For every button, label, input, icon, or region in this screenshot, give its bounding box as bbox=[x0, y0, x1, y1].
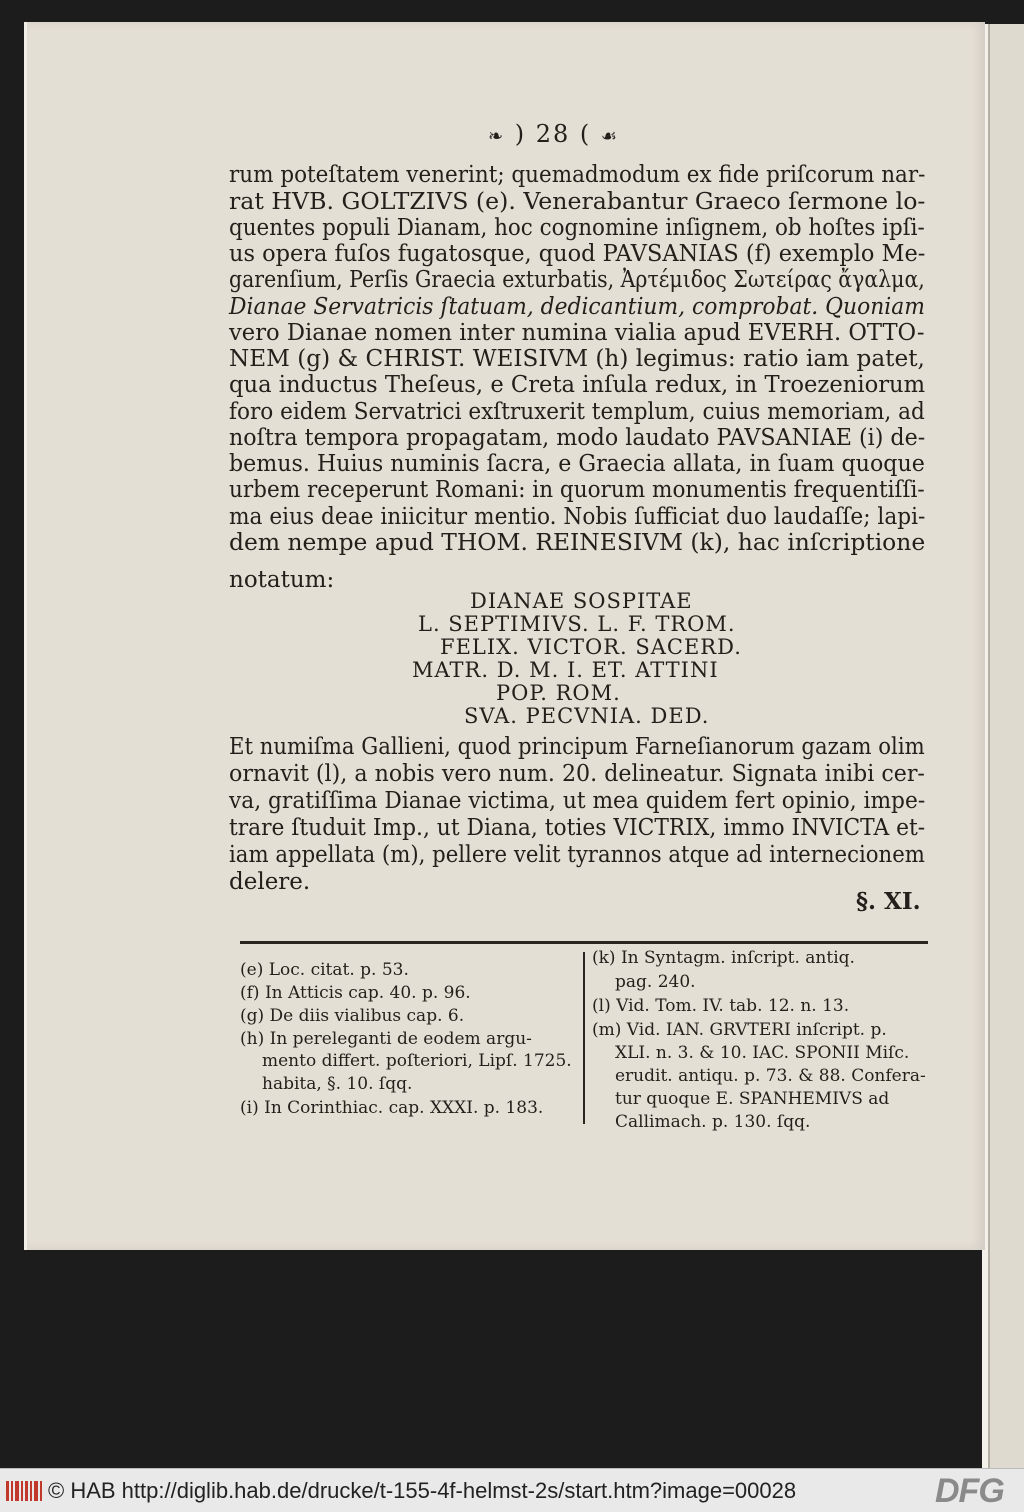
body-line: Et numiſma Gallieni, quod principum Farneſianorum gazam olim bbox=[229, 734, 925, 760]
inscription-line: POP. ROM. bbox=[496, 681, 621, 705]
inscription-line: L. SEPTIMIVS. L. F. TROM. bbox=[418, 612, 736, 636]
footnote-line: (f) In Atticis cap. 40. p. 96. bbox=[240, 983, 471, 1003]
body-line: dem nempe apud THOM. REINESIVM (k), hac inſcriptione bbox=[229, 530, 926, 556]
body-line: iam appellata (m), pellere velit tyrannos atque ad internecionem bbox=[229, 842, 925, 868]
footnote-line: (m) Vid. IAN. GRVTERI inſcript. p. bbox=[592, 1020, 887, 1040]
footnote-line: (l) Vid. Tom. IV. tab. 12. n. 13. bbox=[592, 996, 850, 1016]
footnote-line: (g) De diis vialibus cap. 6. bbox=[240, 1006, 465, 1026]
body-line: NEM (g) & CHRIST. WEISIVM (h) legimus: ratio iam patet, bbox=[229, 346, 925, 372]
body-line: urbem receperunt Romani: in quorum monumentis frequentiſſi- bbox=[229, 477, 925, 503]
page-number: 28 bbox=[535, 120, 571, 148]
body-line: us opera fuſos fugatosque, quod PAVSANIAS (f) exemplo Me- bbox=[229, 241, 926, 267]
body-line: ma eius deae iniicitur mentio. Nobis ſufficiat duo laudaſſe; lapi- bbox=[229, 504, 926, 530]
footnote-line: (i) In Corinthiac. cap. XXXI. p. 183. bbox=[240, 1098, 544, 1118]
copyright-link[interactable]: © HAB http://diglib.hab.de/drucke/t-155-4f-helmst-2s/start.htm?image=00028 bbox=[48, 1478, 797, 1503]
inscription-line: DIANAE SOSPITAE bbox=[470, 589, 693, 613]
body-line: bemus. Huius numinis ſacra, e Graecia allata, in ſuam quoque bbox=[229, 451, 925, 477]
footnote-column-divider bbox=[583, 952, 585, 1124]
footnote-line: erudit. antiqu. p. 73. & 88. Confera- bbox=[615, 1066, 926, 1086]
body-line: quentes populi Dianam, hoc cognomine inſignem, ob hoſtes ipſi- bbox=[229, 215, 925, 241]
footnote-line: habita, §. 10. ſqq. bbox=[262, 1074, 413, 1094]
body-line: ornavit (l), a nobis vero num. 20. delineatur. Signata inibi cer- bbox=[229, 761, 925, 787]
body-line: vero Dianae nomen inter numina vialia apud EVERH. OTTO- bbox=[229, 320, 925, 346]
body-line: delere. bbox=[229, 869, 311, 895]
footnote-line: tur quoque E. SPANHEMIVS ad bbox=[615, 1089, 890, 1109]
footnote-line: (e) Loc. citat. p. 53. bbox=[240, 960, 409, 980]
page-number-header: ❧ ) 28 ( ☙ bbox=[488, 120, 620, 148]
body-line: foro eidem Servatrici exſtruxerit templum, cuius memoriam, ad bbox=[229, 399, 925, 425]
body-line: va, gratiſſima Dianae victima, ut mea quidem fert opinio, impe- bbox=[229, 788, 926, 814]
barcode-icon bbox=[6, 1479, 42, 1503]
body-line: Dianae Servatricis ſtatuam, dedicantium, comprobat. Quoniam bbox=[229, 294, 925, 320]
dfg-logo: DFG bbox=[935, 1472, 1004, 1510]
body-line: noſtra tempora propagatam, modo laudato PAVSANIAE (i) de- bbox=[229, 425, 926, 451]
left-ornament-icon: ❧ bbox=[488, 126, 506, 147]
body-line: qua inductus Theſeus, e Creta inſula redux, in Troezeniorum bbox=[229, 372, 926, 398]
body-line: notatum: bbox=[229, 567, 335, 593]
inscription-line: FELIX. VICTOR. SACERD. bbox=[440, 635, 742, 659]
right-ornament-icon: ☙ bbox=[600, 126, 620, 147]
body-line: rum poteſtatem venerint; quemadmodum ex fide priſcorum nar- bbox=[229, 162, 926, 188]
footnote-line: XLI. n. 3. & 10. IAC. SPONII Miſc. bbox=[615, 1043, 910, 1063]
footnote-line: mento differt. poſteriori, Lipſ. 1725. bbox=[262, 1051, 572, 1071]
footnote-line: pag. 240. bbox=[615, 972, 696, 992]
adjacent-page-edge bbox=[982, 24, 1024, 1468]
body-line: garenſium, Perſis Graecia exturbatis, Ἀρτέμιδος Σωτείρας ἄγαλμα, bbox=[229, 267, 925, 293]
body-line: trare ſtuduit Imp., ut Diana, toties VICTRIX, immo INVICTA et- bbox=[229, 815, 926, 841]
footnote-line: (h) In pereleganti de eodem argu- bbox=[240, 1029, 532, 1049]
section-heading: §. XI. bbox=[856, 888, 921, 915]
footnote-line: Callimach. p. 130. ſqq. bbox=[615, 1112, 811, 1132]
inscription-line: MATR. D. M. I. ET. ATTINI bbox=[412, 658, 719, 682]
footnote-rule bbox=[240, 941, 928, 944]
viewer-footer bbox=[0, 1468, 1024, 1512]
footnote-line: (k) In Syntagm. inſcript. antiq. bbox=[592, 948, 855, 968]
inscription-line: SVA. PECVNIA. DED. bbox=[464, 704, 710, 728]
body-line: rat HVB. GOLTZIVS (e). Venerabantur Graeco ſermone lo- bbox=[229, 189, 926, 215]
